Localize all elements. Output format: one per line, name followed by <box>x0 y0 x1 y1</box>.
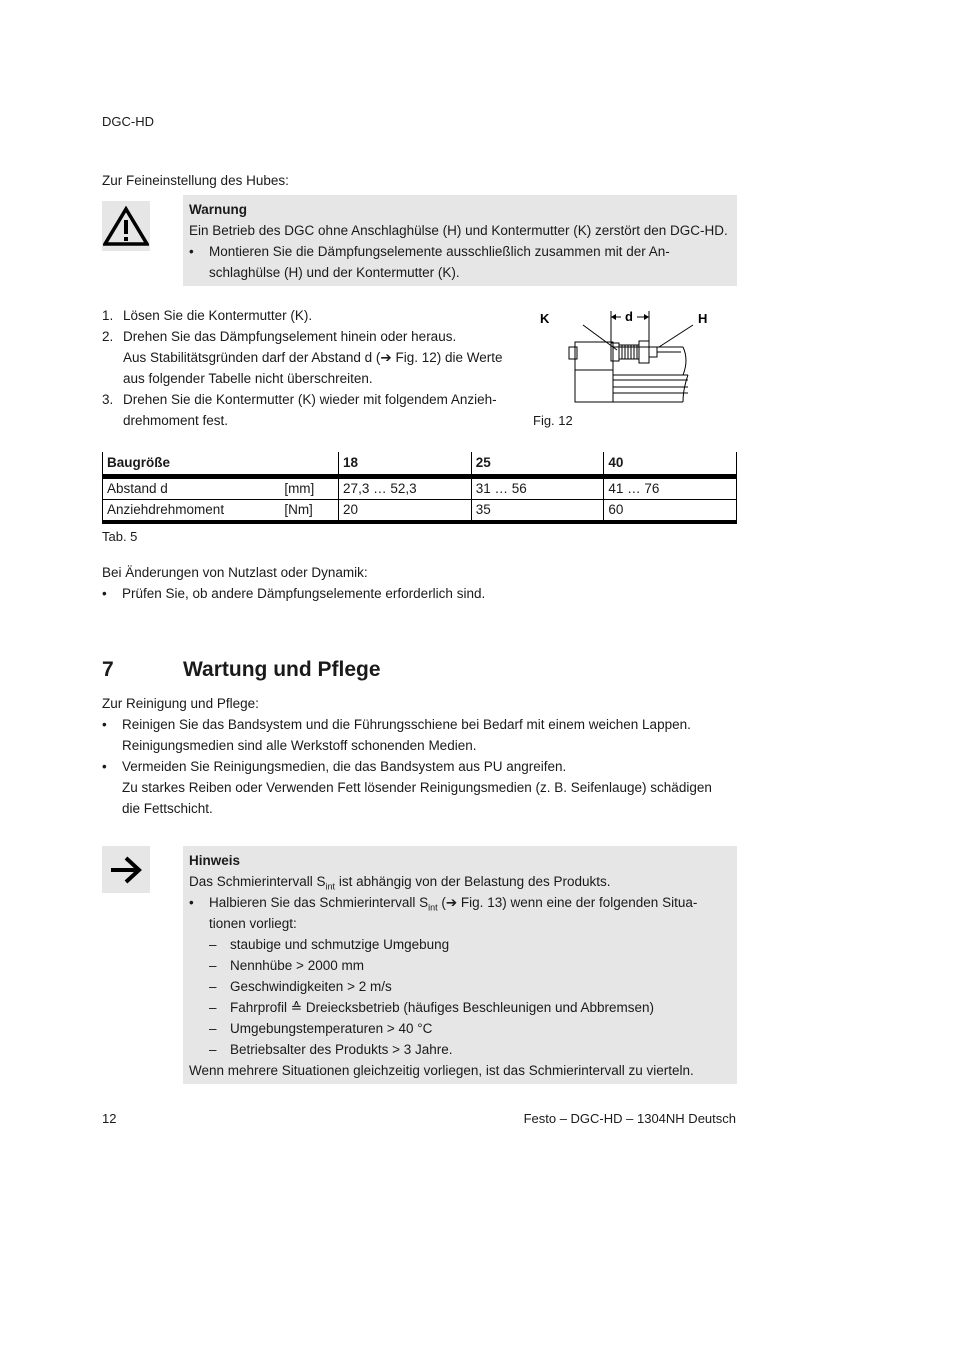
note-bullet-line: tionen vorliegt: <box>209 916 297 931</box>
step-line: drehmoment fest. <box>123 413 229 428</box>
table-header-row <box>103 452 737 477</box>
threaded-element <box>611 341 681 363</box>
note-bullet-line <box>209 892 731 913</box>
note-subscript: int <box>325 881 336 892</box>
note-dash-item <box>189 955 731 976</box>
page-number: 12 <box>102 1111 117 1126</box>
table-caption: Tab. 5 <box>102 529 138 544</box>
table-cell: 27,3 … 52,3 <box>339 477 472 500</box>
maintenance-bullet <box>102 756 742 819</box>
note-bullet <box>189 892 731 934</box>
warning-text: Ein Betrieb des DGC ohne Anschlaghülse (H) und Kontermutter (K) zerstört den DGC-HD. <box>189 223 728 238</box>
table-cell: Baugröße <box>103 452 281 477</box>
table-cell <box>280 452 338 477</box>
figure-label-h: H <box>698 311 708 326</box>
warning-bullet <box>189 241 731 283</box>
maintenance-line: Reinigungsmedien sind alle Werkstoff schonenden Medien. <box>122 738 477 753</box>
step-number: 2. <box>102 329 114 344</box>
table-cell: 20 <box>339 500 472 523</box>
note-icon-box <box>102 846 150 893</box>
document-id: Festo – DGC-HD – 1304NH Deutsch <box>523 1111 736 1126</box>
warning-title: Warnung <box>189 202 247 217</box>
step-number: 3. <box>102 392 114 407</box>
table-cell: 41 … 76 <box>604 477 737 500</box>
note-dash-text: Geschwindigkeiten > 2 m/s <box>230 979 392 994</box>
note-dash-item <box>189 1039 731 1060</box>
maintenance-line: Reinigen Sie das Bandsystem und die Führungsschiene bei Bedarf mit einem weichen Lappen. <box>122 717 691 732</box>
table-cell: 31 … 56 <box>471 477 604 500</box>
bullet-mark: • <box>102 586 107 601</box>
note-box <box>183 846 737 1084</box>
figure-label-d: d <box>625 309 633 324</box>
table-cell: 60 <box>604 500 737 523</box>
bullet-mark: • <box>189 895 194 910</box>
changes-text: Bei Änderungen von Nutzlast oder Dynamik: <box>102 565 368 580</box>
step-line: Drehen Sie das Dämpfungselement hinein oder heraus. <box>123 329 457 344</box>
dash-mark: – <box>209 1000 217 1015</box>
dash-mark: – <box>209 1021 217 1036</box>
table-cell: 40 <box>604 452 737 477</box>
section-title: Wartung und Pflege <box>183 658 381 681</box>
warning-box <box>183 195 737 286</box>
table-cell: [Nm] <box>280 500 338 523</box>
arrow-right-icon <box>106 854 146 886</box>
changes-block <box>102 562 742 604</box>
table-cell: Abstand d <box>103 477 281 500</box>
table-cell: [mm] <box>280 477 338 500</box>
step-item <box>102 326 522 389</box>
bullet-mark: • <box>102 717 107 732</box>
table-row <box>103 500 737 523</box>
changes-bullet-text: Prüfen Sie, ob andere Dämpfungselemente erforderlich sind. <box>122 586 486 601</box>
changes-bullet <box>102 583 742 604</box>
table-row <box>103 477 737 500</box>
note-dash-text: Fahrprofil ≙ Dreiecksbetrieb (häufiges Beschleunigen und Abbremsen) <box>230 1000 655 1015</box>
section-number: 7 <box>102 658 114 681</box>
warning-bullet-line: schlaghülse (H) und der Kontermutter (K). <box>209 265 460 280</box>
maintenance-block <box>102 693 742 819</box>
maintenance-intro: Zur Reinigung und Pflege: <box>102 696 259 711</box>
warning-icon-box <box>102 201 150 251</box>
maintenance-line: Zu starkes Reiben oder Verwenden Fett lösender Reinigungsmedien (z. B. Seifenlauge) schädigen <box>122 780 712 795</box>
note-dash-text: Betriebsalter des Produkts > 3 Jahre. <box>230 1042 453 1057</box>
step-item <box>102 389 522 431</box>
note-dash-text: staubige und schmutzige Umgebung <box>230 937 450 952</box>
table-cell: Anziehdrehmoment <box>103 500 281 523</box>
note-line <box>189 871 731 892</box>
dash-mark: – <box>209 958 217 973</box>
step-number: 1. <box>102 308 114 323</box>
note-dash-item <box>189 1018 731 1039</box>
table-cell: 25 <box>471 452 604 477</box>
warning-triangle-icon <box>103 206 149 246</box>
note-dash-text: Umgebungstemperaturen > 40 °C <box>230 1021 433 1036</box>
step-line: Drehen Sie die Kontermutter (K) wieder mit folgendem Anzieh- <box>123 392 497 407</box>
step-line: Aus Stabilitätsgründen darf der Abstand d (➔ Fig. 12) die Werte <box>123 350 503 365</box>
note-text: Halbieren Sie das Schmierintervall S <box>209 895 429 910</box>
note-dash-item <box>189 997 731 1018</box>
note-title: Hinweis <box>189 853 241 868</box>
cylinder-body <box>569 325 693 402</box>
dash-mark: – <box>209 937 217 952</box>
note-closing: Wenn mehrere Situationen gleichzeitig vorliegen, ist das Schmierintervall zu vierteln. <box>189 1063 694 1078</box>
note-dash-item <box>189 934 731 955</box>
specification-table <box>102 452 737 524</box>
intro-text: Zur Feineinstellung des Hubes: <box>102 173 289 188</box>
figure-caption: Fig. 12 <box>533 413 573 428</box>
step-line: aus folgender Tabelle nicht überschreiten. <box>123 371 373 386</box>
maintenance-line: Vermeiden Sie Reinigungsmedien, die das Bandsystem aus PU angreifen. <box>122 759 567 774</box>
maintenance-bullet <box>102 714 742 756</box>
warning-bullet-line: Montieren Sie die Dämpfungselemente ausschließlich zusammen mit der An- <box>209 244 670 259</box>
figure-label-k: K <box>540 311 550 326</box>
table-cell: 18 <box>339 452 472 477</box>
note-text: Das Schmierintervall S <box>189 874 326 889</box>
step-item <box>102 305 522 326</box>
note-text: (➔ Fig. 13) wenn eine der folgenden Situa- <box>437 895 698 910</box>
bullet-mark: • <box>189 244 194 259</box>
dash-mark: – <box>209 1042 217 1057</box>
dash-mark: – <box>209 979 217 994</box>
table-cell: 35 <box>471 500 604 523</box>
note-subscript: int <box>428 902 438 913</box>
step-list <box>102 305 522 431</box>
bullet-mark: • <box>102 759 107 774</box>
note-dash-item <box>189 976 731 997</box>
maintenance-line: die Fettschicht. <box>122 801 213 816</box>
running-header: DGC-HD <box>102 114 154 129</box>
note-text: ist abhängig von der Belastung des Produkts. <box>335 874 611 889</box>
step-line: Lösen Sie die Kontermutter (K). <box>123 308 313 323</box>
note-dash-text: Nennhübe > 2000 mm <box>230 958 364 973</box>
